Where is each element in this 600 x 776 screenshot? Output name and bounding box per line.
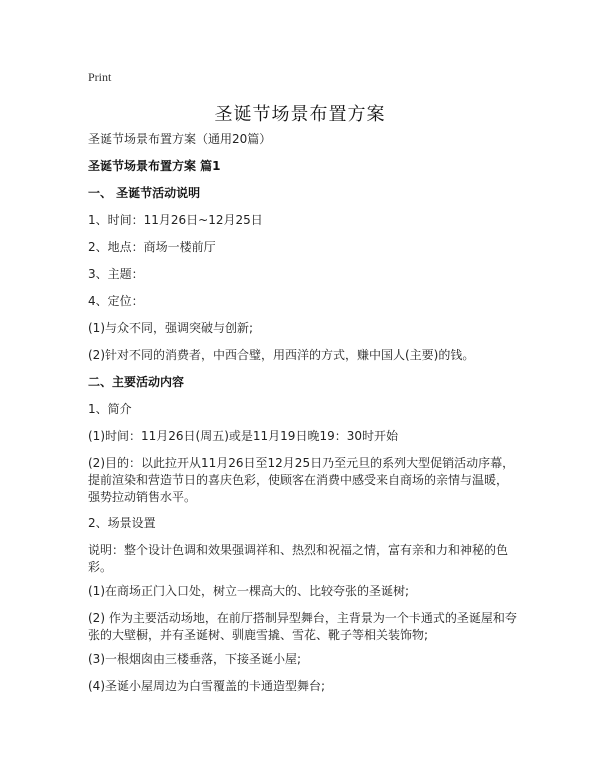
paragraph: (4)圣诞小屋周边为白雪覆盖的卡通造型舞台; <box>88 679 326 693</box>
paragraph: 4、定位： <box>88 294 144 308</box>
chapter-heading: 圣诞节场景布置方案 篇1 <box>88 159 221 173</box>
paragraph: (1)在商场正门入口处，树立一棵高大的、比较夸张的圣诞树; <box>88 584 410 598</box>
section2-heading: 二、主要活动内容 <box>88 375 185 389</box>
paragraph: 3、主题： <box>88 267 144 281</box>
paragraph: 2、场景设置 <box>88 516 156 530</box>
paragraph: (3)一根烟囱由三楼垂落，下接圣诞小屋; <box>88 652 302 666</box>
paragraph: (2)针对不同的消费者，中西合璧，用西洋的方式，赚中国人(主要)的钱。 <box>88 348 475 362</box>
paragraph: (2) 作为主要活动场地，在前厅搭制异型舞台，主背景为一个卡通式的圣诞屋和夸张的大壁橱，并有圣诞树、驯鹿雪撬、雪花、靴子等相关装饰物; <box>88 611 517 642</box>
paragraph: 1、简介 <box>88 402 132 416</box>
paragraph: (2)目的：以此拉开从11月26日至12月25日乃至元旦的系列大型促销活动序幕，提前渲染和营造节日的喜庆色彩，使顾客在消费中感受来自商场的亲情与温暖，强势拉动销售水平。 <box>88 456 515 504</box>
document-subtitle: 圣诞节场景布置方案（通用20篇） <box>88 132 272 146</box>
paragraph: 说明：整个设计色调和效果强调祥和、热烈和祝福之情，富有亲和力和神秘的色彩。 <box>88 543 509 574</box>
paragraph: (1)时间：11月26日(周五)或是11月19日晚19：30时开始 <box>88 429 398 443</box>
print-label[interactable]: Print <box>88 70 112 84</box>
section1-heading: 一、 圣诞节活动说明 <box>88 186 201 200</box>
paragraph: 1、时间：11月26日~12月25日 <box>88 213 263 227</box>
paragraph: (1)与众不同，强调突破与创新; <box>88 321 254 335</box>
document-title: 圣诞节场景布置方案 <box>214 104 386 125</box>
paragraph: 2、地点：商场一楼前厅 <box>88 240 216 254</box>
